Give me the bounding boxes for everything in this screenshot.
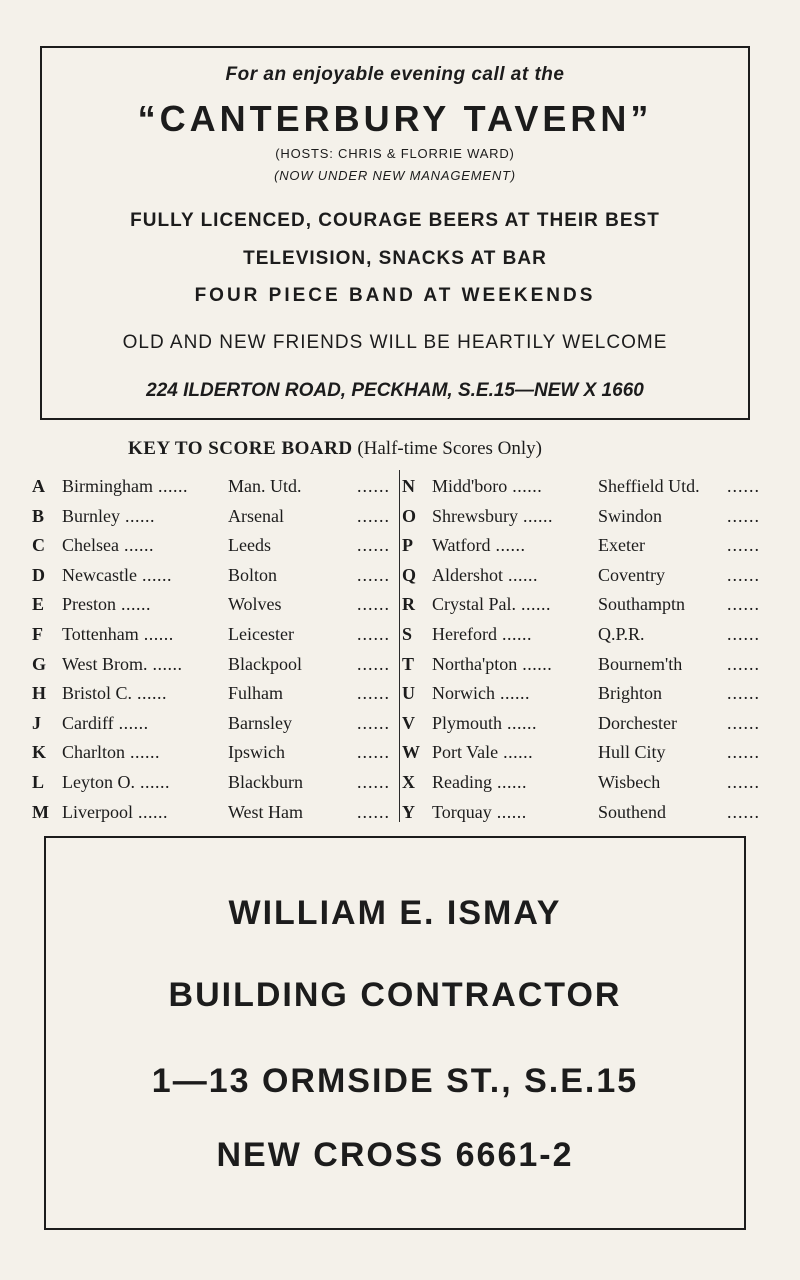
away-team: Exeter xyxy=(598,535,645,556)
home-team: Watford ...... xyxy=(432,535,526,556)
home-team: Cardiff ...... xyxy=(62,713,149,734)
away-team: Brighton xyxy=(598,683,663,704)
score-key-row xyxy=(32,772,394,802)
score-placeholder xyxy=(727,506,760,527)
away-team: Arsenal xyxy=(228,505,284,526)
score-placeholder xyxy=(727,683,760,704)
score-placeholder xyxy=(357,594,390,615)
match-letter: T xyxy=(402,653,415,674)
home-team: Leyton O. ...... xyxy=(62,772,170,793)
score-key-row xyxy=(402,654,764,684)
away-team: Sheffield Utd. xyxy=(598,476,700,496)
score-key-row xyxy=(32,654,394,684)
score-key-note: (Half-time Scores Only) xyxy=(357,438,542,459)
away-team: Hull City xyxy=(598,742,666,763)
match-letter: L xyxy=(32,771,45,792)
column-divider xyxy=(399,470,400,822)
home-team: West Brom. ...... xyxy=(62,654,183,675)
home-team: Northa'pton ...... xyxy=(432,654,552,675)
score-placeholder xyxy=(357,713,390,734)
away-team: Bournem'th xyxy=(598,653,683,674)
score-placeholder xyxy=(727,624,760,645)
match-letter: J xyxy=(32,712,41,733)
score-placeholder xyxy=(357,624,390,645)
away-team: Ipswich xyxy=(228,742,285,763)
away-team: Dorchester xyxy=(598,712,677,733)
match-letter: K xyxy=(32,742,47,763)
score-key-row xyxy=(32,713,394,743)
match-letter: R xyxy=(402,594,415,615)
home-team: Torquay ...... xyxy=(432,802,527,823)
home-team: Preston ...... xyxy=(62,594,151,615)
away-team: Bolton xyxy=(228,564,278,585)
tavern-feature-television: TELEVISION, SNACKS AT BAR xyxy=(243,248,547,269)
match-letter: X xyxy=(402,771,415,792)
score-placeholder xyxy=(357,772,390,793)
advert-intro: For an enjoyable evening call at the xyxy=(225,64,565,85)
score-placeholder xyxy=(727,772,760,793)
home-team: Midd'boro ...... xyxy=(432,476,542,497)
score-key-row xyxy=(402,594,764,624)
contractor-phone: NEW CROSS 6661-2 xyxy=(216,1136,574,1174)
match-letter: Q xyxy=(402,564,417,585)
match-letter: C xyxy=(32,535,45,556)
away-team: Fulham xyxy=(228,683,284,704)
contractor-address: 1—13 ORMSIDE ST., S.E.15 xyxy=(151,1062,639,1100)
score-placeholder xyxy=(357,476,390,497)
home-team: Crystal Pal. ...... xyxy=(432,594,551,615)
match-letter: Y xyxy=(402,801,415,822)
score-placeholder xyxy=(727,654,760,675)
contractor-trade: BUILDING CONTRACTOR xyxy=(168,976,622,1014)
match-letter: S xyxy=(402,623,413,644)
score-key-right-column xyxy=(402,476,764,831)
away-team: Barnsley xyxy=(228,712,292,733)
score-key-row xyxy=(32,802,394,832)
score-key-row xyxy=(402,772,764,802)
contractor-name: WILLIAM E. ISMAY xyxy=(228,894,562,932)
tavern-feature-beers: FULLY LICENCED, COURAGE BEERS AT THEIR BEST xyxy=(130,210,660,231)
score-placeholder xyxy=(357,506,390,527)
away-team: Blackburn xyxy=(228,771,303,792)
score-key-title: KEY TO SCORE BOARD xyxy=(128,438,353,459)
match-letter: V xyxy=(402,712,415,733)
away-team: Q.P.R. xyxy=(598,623,645,644)
home-team: Chelsea ...... xyxy=(62,535,154,556)
tavern-name: “CANTERBURY TAVERN” xyxy=(137,98,653,139)
match-letter: M xyxy=(32,801,49,822)
tavern-address: 224 ILDERTON ROAD, PECKHAM, S.E.15—NEW X 1660 xyxy=(146,380,644,401)
score-key-row xyxy=(402,742,764,772)
score-key-left-column xyxy=(32,476,394,831)
match-letter: W xyxy=(402,742,420,763)
score-key-row xyxy=(402,506,764,536)
score-placeholder xyxy=(727,742,760,763)
away-team: Wolves xyxy=(228,594,282,615)
home-team: Norwich ...... xyxy=(432,683,530,704)
away-team: Man. Utd. xyxy=(228,476,302,496)
score-key-row xyxy=(32,594,394,624)
score-key-row xyxy=(32,535,394,565)
score-placeholder xyxy=(357,565,390,586)
tavern-welcome: OLD AND NEW FRIENDS WILL BE HEARTILY WELCOME xyxy=(122,332,668,353)
score-key-row xyxy=(402,476,764,506)
score-key-row xyxy=(402,802,764,832)
score-key-row xyxy=(402,624,764,654)
home-team: Liverpool ...... xyxy=(62,802,168,823)
score-key-row xyxy=(402,713,764,743)
home-team: Plymouth ...... xyxy=(432,713,537,734)
home-team: Port Vale ...... xyxy=(432,742,533,763)
score-key-heading xyxy=(128,438,542,460)
tavern-hosts: (HOSTS: CHRIS & FLORRIE WARD) xyxy=(275,146,515,161)
home-team: Birmingham ...... xyxy=(62,476,188,497)
score-key-row xyxy=(32,476,394,506)
away-team: Southend xyxy=(598,801,667,822)
score-key-row xyxy=(32,683,394,713)
score-key-row xyxy=(32,565,394,595)
score-placeholder xyxy=(357,535,390,556)
away-team: Southamptn xyxy=(598,594,686,615)
score-key-row xyxy=(402,535,764,565)
match-letter: D xyxy=(32,564,45,585)
home-team: Charlton ...... xyxy=(62,742,160,763)
match-letter: A xyxy=(32,476,45,496)
score-key-row xyxy=(32,506,394,536)
score-placeholder xyxy=(727,476,760,497)
home-team: Burnley ...... xyxy=(62,506,155,527)
score-placeholder xyxy=(357,654,390,675)
tavern-management: (NOW UNDER NEW MANAGEMENT) xyxy=(274,168,516,183)
away-team: Leicester xyxy=(228,623,294,644)
score-key-row xyxy=(32,624,394,654)
score-placeholder xyxy=(727,594,760,615)
tavern-feature-band: FOUR PIECE BAND AT WEEKENDS xyxy=(194,285,596,306)
match-letter: B xyxy=(32,505,45,526)
home-team: Bristol C. ...... xyxy=(62,683,167,704)
score-placeholder xyxy=(727,535,760,556)
away-team: Leeds xyxy=(228,535,271,556)
match-letter: G xyxy=(32,653,47,674)
score-placeholder xyxy=(357,742,390,763)
score-key-row xyxy=(32,742,394,772)
score-placeholder xyxy=(727,713,760,734)
score-key-row xyxy=(402,683,764,713)
home-team: Shrewsbury ...... xyxy=(432,506,553,527)
score-placeholder xyxy=(727,565,760,586)
away-team: Wisbech xyxy=(598,771,661,792)
score-key-row xyxy=(402,565,764,595)
ismay-contractor-advert xyxy=(44,836,746,1230)
match-letter: N xyxy=(402,476,415,496)
home-team: Aldershot ...... xyxy=(432,565,538,586)
away-team: Coventry xyxy=(598,564,665,585)
match-letter: H xyxy=(32,683,47,704)
home-team: Tottenham ...... xyxy=(62,624,174,645)
score-placeholder xyxy=(727,802,760,823)
canterbury-tavern-advert xyxy=(40,46,750,420)
match-letter: E xyxy=(32,594,45,615)
away-team: Swindon xyxy=(598,505,663,526)
home-team: Newcastle ...... xyxy=(62,565,172,586)
home-team: Reading ...... xyxy=(432,772,527,793)
away-team: Blackpool xyxy=(228,653,302,674)
score-placeholder xyxy=(357,802,390,823)
match-letter: O xyxy=(402,505,417,526)
match-letter: F xyxy=(32,623,43,644)
match-letter: U xyxy=(402,683,415,704)
score-placeholder xyxy=(357,683,390,704)
away-team: West Ham xyxy=(228,801,304,822)
match-letter: P xyxy=(402,535,413,556)
home-team: Hereford ...... xyxy=(432,624,532,645)
